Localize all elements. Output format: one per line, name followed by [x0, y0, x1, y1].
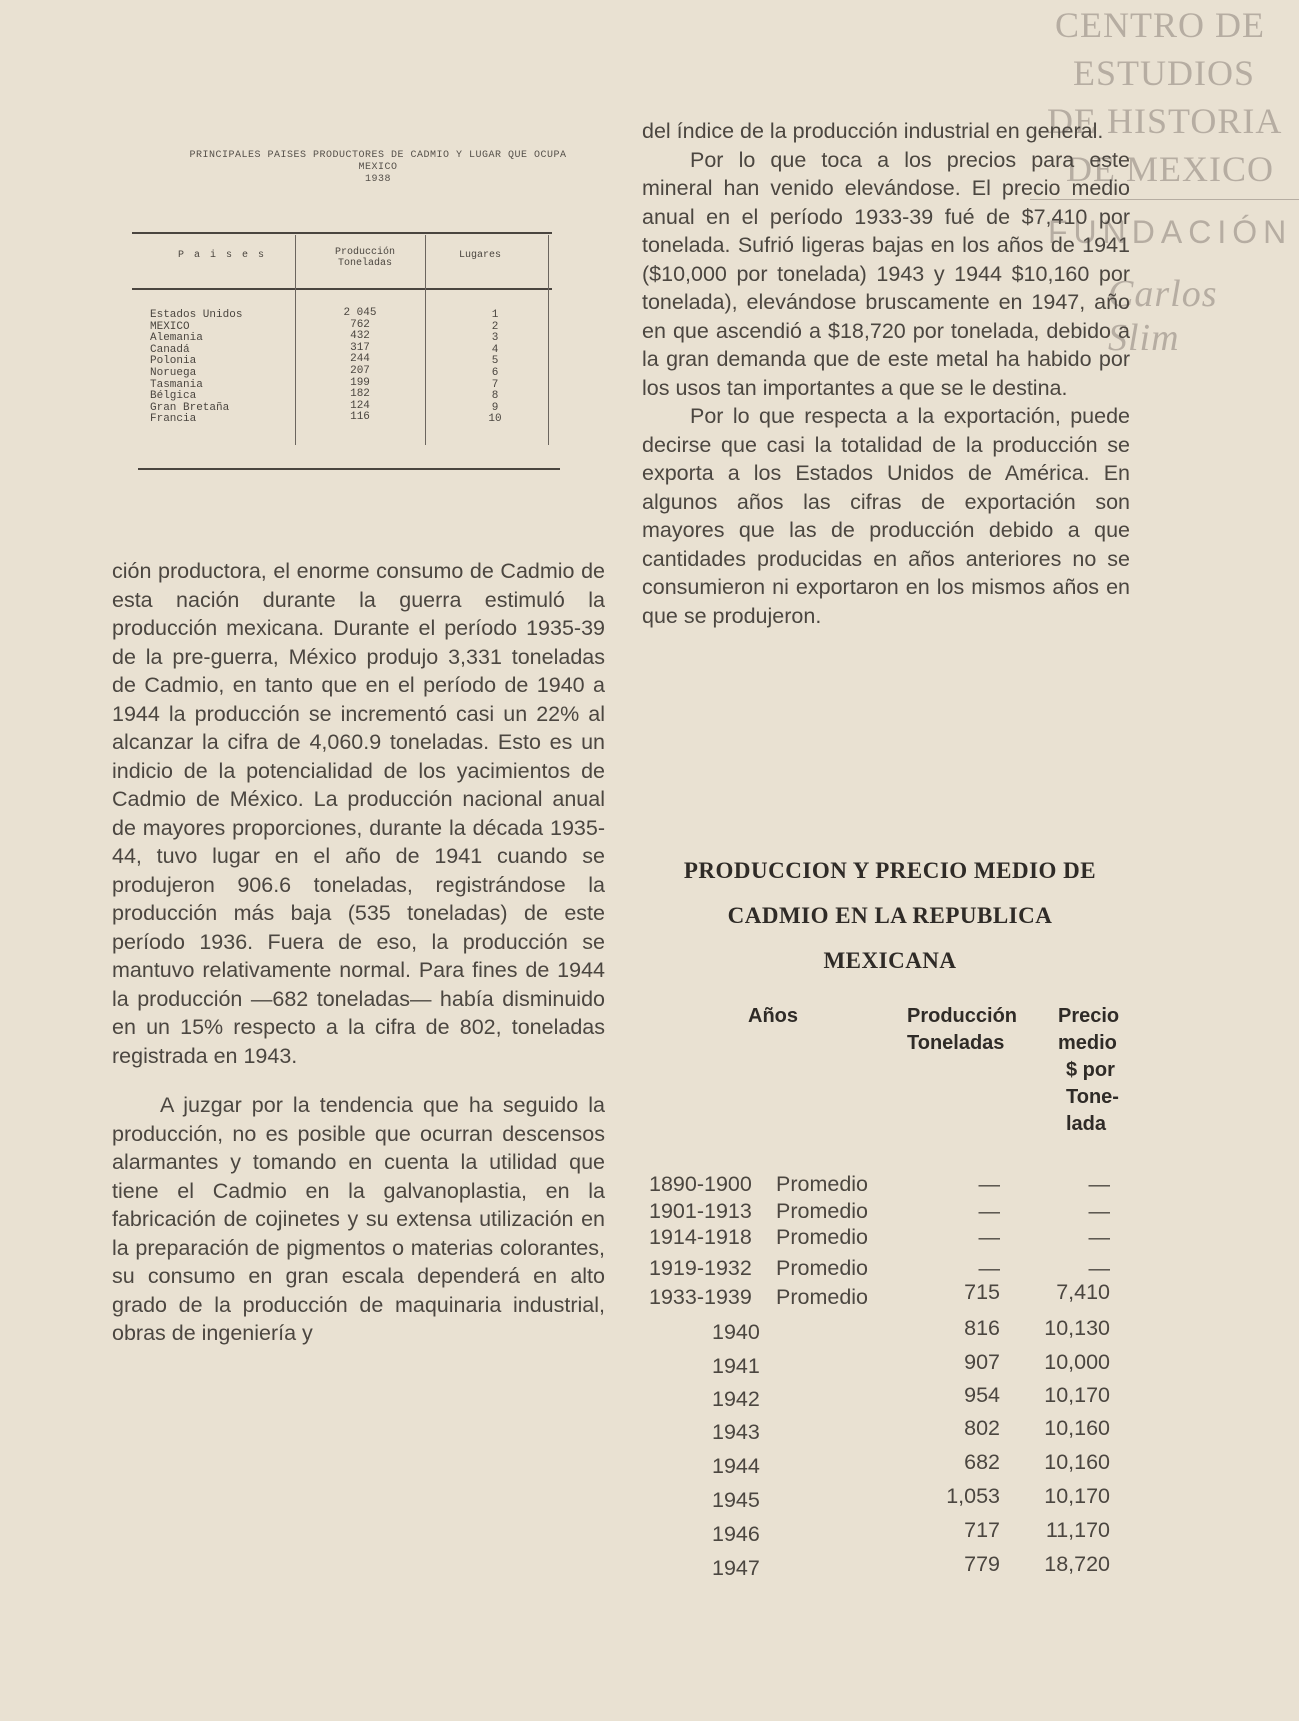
right-paragraph-1: del índice de la producción industrial en general.: [642, 119, 1104, 143]
price-row-price: 10,170: [1044, 1383, 1110, 1407]
price-row-price: 18,720: [1044, 1552, 1110, 1576]
price-row-production: 1,053: [946, 1484, 1000, 1508]
producers-row-country: Estados Unidos: [150, 309, 243, 321]
watermark-line-4: DE MEXICO: [1066, 149, 1274, 189]
price-table-header-price-1: Precio: [1058, 1005, 1120, 1027]
producers-row-production: 317: [350, 341, 370, 354]
right-paragraph-2: Por lo que toca a los precios para este mineral han venido elevándose. El precio medio anual en el período 1933-39 fué de $7,410 por tonelada. Sufrió ligeras bajas en los años de 1941 ($10,000 por tonelada) 1943 y 1944 $10,160 por tonelada), elevándose bruscamente en 1947, año en que ascendió a $18,720 por tonelada, debido a la gran demanda que de este metal ha habido por los usos tan importantes a que se le destina.: [642, 147, 1130, 400]
producers-row-rank: 4: [491, 343, 499, 356]
price-row-years: 1901-1913: [649, 1199, 752, 1223]
producers-row-rank: 5: [491, 355, 499, 368]
price-table-row: [640, 1316, 1130, 1351]
price-row-price: —: [1088, 1199, 1110, 1223]
price-table-row: [640, 1450, 1130, 1485]
producers-table-bottom-rule: [138, 468, 560, 470]
price-row-years: 1947: [712, 1556, 760, 1580]
price-row-years: 1942: [712, 1387, 760, 1411]
price-table-row: [640, 1416, 1130, 1451]
price-row-production: 682: [964, 1450, 1000, 1474]
price-table-row: [640, 1225, 1130, 1256]
price-row-production: 717: [964, 1518, 1000, 1542]
price-table-header-price-3: $ por: [1066, 1059, 1115, 1081]
price-table-header-price-4: Tone-: [1066, 1086, 1119, 1108]
producers-table-divider-3: [548, 235, 549, 445]
price-row-production: 779: [964, 1552, 1000, 1576]
producers-header-country: P a i s e s: [178, 250, 267, 261]
producers-row-production: 116: [350, 411, 370, 424]
producers-row-production: 762: [350, 318, 370, 331]
left-column: [112, 557, 605, 1348]
price-row-years: 1941: [712, 1354, 760, 1378]
left-paragraph-1: ción productora, el enorme consumo de Cadmio de esta nación durante la guerra estimuló la producción mexicana. Durante el período 1935-39 de la pre-guerra, México produjo 3,331 toneladas de Cadmio, en tanto que en el período de 1940 a 1944 la producción se incrementó casi un 22% al alcanzar la cifra de 4,060.9 toneladas. Esto es un indicio de la potencialidad de los yacimientos de Cadmio de México. La producción nacional anual de mayores proporciones, durante la década 1935-44, tuvo lugar en el año de 1941 cuando se produjeron 906.6 toneladas, registrándose la producción más baja (535 toneladas) de este período 1936. Fuera de eso, la producción se mantuvo relativamente normal. Para fines de 1944 la producción —682 toneladas— había disminuido en un 15% respecto a la cifra de 802, toneladas registrada en 1943.: [112, 559, 605, 1068]
producers-country-column: [150, 310, 290, 426]
producers-row-country: Polonia: [150, 355, 197, 368]
producers-row-country: MEXICO: [150, 320, 190, 333]
producers-header-production-unit: Toneladas: [337, 258, 392, 269]
producers-table-caption-country: MEXICO: [358, 162, 398, 173]
producers-table-caption-year: 1938: [364, 174, 391, 185]
price-row-years: 1945: [712, 1488, 760, 1512]
producers-header-production: Producción: [334, 247, 395, 258]
price-row-years: 1914-1918: [649, 1225, 752, 1249]
producers-row-rank: 10: [488, 413, 502, 426]
producers-table-caption: PRINCIPALES PAISES PRODUCTORES DE CADMIO Y LUGAR QUE OCUPA: [189, 150, 567, 161]
producers-row-country: Tasmania: [150, 378, 203, 391]
price-table-row: [640, 1280, 1130, 1316]
watermark-line-1: CENTRO DE: [1055, 5, 1265, 45]
producers-row-production: 244: [350, 353, 370, 366]
price-row-production: 715: [964, 1280, 1000, 1304]
producers-row-country: Francia: [150, 413, 197, 426]
producers-production-column: [330, 308, 390, 424]
producers-row-country: Gran Bretaña: [150, 401, 230, 414]
producers-row-production: 207: [350, 364, 370, 377]
price-row-years: 1946: [712, 1522, 760, 1546]
price-row-note: Promedio: [776, 1256, 869, 1280]
price-row-price: 10,130: [1044, 1316, 1110, 1340]
watermark-line-2: ESTUDIOS: [1073, 53, 1256, 93]
price-row-production: —: [978, 1256, 1000, 1280]
price-row-production: —: [978, 1172, 1000, 1196]
producers-row-country: Canadá: [150, 343, 190, 356]
producers-table-header-rule: [132, 288, 552, 290]
producers-row-production: 124: [350, 399, 370, 412]
price-table-header-years: Años: [748, 1005, 798, 1027]
price-row-years: 1943: [712, 1420, 760, 1444]
producers-row-rank: 9: [491, 401, 499, 414]
producers-row-rank: 8: [491, 390, 499, 403]
producers-row-rank: 3: [491, 332, 499, 345]
price-table-title-line-2: CADMIO EN LA REPUBLICA: [727, 903, 1053, 928]
producers-table-divider-1: [295, 235, 296, 445]
watermark-line-3: DE HISTORIA: [1047, 101, 1283, 141]
producers-row-production: 432: [350, 330, 370, 343]
price-table-row: [640, 1518, 1130, 1553]
producers-row-rank: 7: [491, 378, 499, 391]
price-table-title-line-3: MEXICANA: [823, 948, 957, 973]
price-table-header-price-2: medio: [1058, 1032, 1117, 1054]
right-column: [642, 117, 1130, 630]
price-table-title-line-1: PRODUCCION Y PRECIO MEDIO DE: [683, 858, 1097, 883]
producers-table-top-rule: [132, 232, 552, 234]
price-row-note: Promedio: [776, 1225, 869, 1249]
producers-row-country: Noruega: [150, 366, 197, 379]
price-table-header-production-unit: Toneladas: [907, 1032, 1005, 1054]
producers-row-production: 2 045: [343, 307, 377, 319]
price-row-price: 10,160: [1044, 1450, 1110, 1474]
price-row-price: 10,170: [1044, 1484, 1110, 1508]
producers-table-divider-2: [425, 235, 426, 445]
price-row-production: 816: [964, 1316, 1000, 1340]
price-row-price: —: [1088, 1172, 1110, 1196]
price-row-years: 1940: [712, 1320, 760, 1344]
price-row-production: 954: [964, 1383, 1000, 1407]
producers-row-country: Alemania: [150, 332, 203, 345]
price-row-note: Promedio: [776, 1285, 869, 1309]
price-row-years: 1933-1939: [649, 1285, 752, 1309]
price-table-row: [640, 1484, 1130, 1519]
price-row-production: 802: [964, 1416, 1000, 1440]
price-row-price: —: [1088, 1225, 1110, 1249]
price-row-price: 10,000: [1044, 1350, 1110, 1374]
price-table-row: [640, 1350, 1130, 1385]
price-row-price: 7,410: [1056, 1280, 1110, 1304]
price-row-years: 1890-1900: [649, 1172, 752, 1196]
producers-row-rank: 1: [491, 309, 499, 321]
price-row-note: Promedio: [776, 1199, 869, 1223]
producers-row-production: 199: [350, 376, 370, 389]
price-table-row: [640, 1383, 1130, 1418]
producers-row-rank: 2: [491, 320, 499, 333]
right-paragraph-3: Por lo que respecta a la exportación, puede decirse que casi la totalidad de la producción se exporta a los Estados Unidos de América. En algunos años las cifras de exportación son mayores que las de producción debido a que cantidades producidas en años anteriores no se consumieron ni exportaron en los mismos años en que se produjeron.: [642, 404, 1130, 628]
price-row-note: Promedio: [776, 1172, 869, 1196]
producers-row-production: 182: [350, 388, 370, 401]
producers-header-rank: Lugares: [458, 250, 501, 261]
left-paragraph-2: A juzgar por la tendencia que ha seguido la producción, no es posible que ocurran descensos alarmantes y tomando en cuenta la utilidad que tiene el Cadmio en la galvanoplastia, en la fabricación de cojinetes y su extensa utilización en la preparación de pigmentos o materias colorantes, su consumo en gran escala dependerá en alto grado de la producción de maquinaria industrial, obras de ingeniería y: [112, 1093, 605, 1345]
price-row-production: 907: [964, 1350, 1000, 1374]
price-row-production: —: [978, 1199, 1000, 1223]
price-table-header-price-5: lada: [1066, 1113, 1107, 1135]
price-table-header-production: Producción: [907, 1005, 1018, 1027]
price-row-price: —: [1088, 1256, 1110, 1280]
price-row-years: 1944: [712, 1454, 760, 1478]
price-row-price: 10,160: [1044, 1416, 1110, 1440]
watermark-signature: Carlos Slim: [1108, 273, 1218, 359]
price-table-row: [640, 1552, 1130, 1587]
price-row-production: —: [978, 1225, 1000, 1249]
watermark-line-5: FUNDACIÓN: [1048, 214, 1293, 250]
producers-row-country: Bélgica: [150, 390, 197, 403]
producers-row-rank: 6: [491, 366, 499, 379]
price-row-years: 1919-1932: [649, 1256, 752, 1280]
producers-rank-column: [475, 310, 515, 426]
price-row-price: 11,170: [1045, 1518, 1110, 1542]
